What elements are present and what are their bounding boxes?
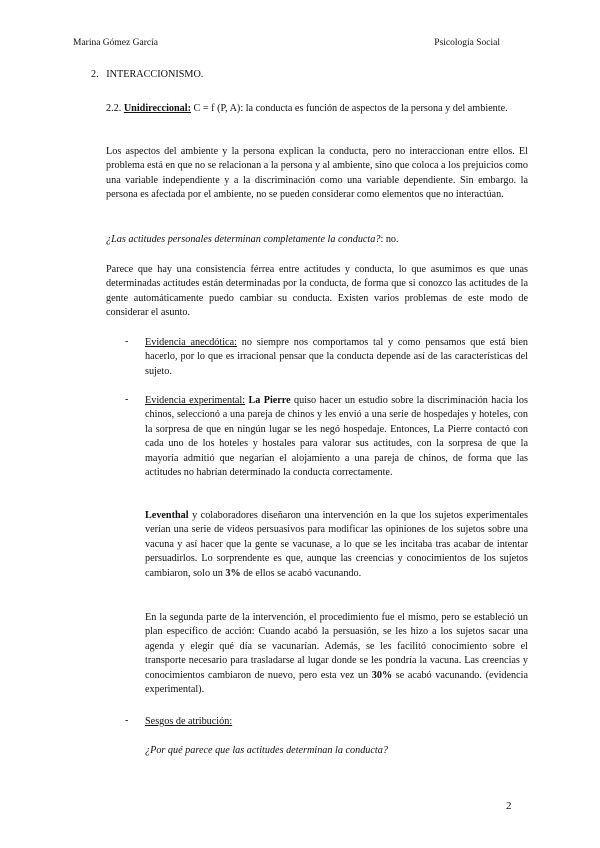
bullet-experimental	[145, 394, 528, 480]
subsection-title: Unidireccional:	[123, 103, 191, 114]
leventhal-text-2: de ellos se acabó vacunando.	[240, 567, 362, 579]
paragraph-1: Los aspectos del ambiente y la persona explican la conducta, pero no interaccionan entre ellos. El problema está en que no se relacionan a la persona y al ambiente, sino que coloca a los prejuicios como una variable independiente y a la discriminación como una variable dependiente. Sin embargo. la persona es afectada por el ambiente, no se pueden considerar como elementos que no interactúan.	[106, 146, 528, 201]
paragraph-second-part	[145, 611, 528, 697]
attribution-question-text: ¿Por qué parece que las actitudes determinan la conducta?	[145, 745, 388, 756]
experimental-text: quiso hacer un estudio sobre la discriminación hacia los chinos, seleccionó a una pareja de chinos y les envió a una serie de hospedajes y hoteles, con la sorpresa de que en ningún lugar se les negó hospedaje. Entonces, La Pierre contactó con cada uno de los hoteles y hostales para valorar sus actitudes, con la sorpresa de que la mayoría admitió que negarían el alojamiento a una pareja de chinos, de forma que las actitudes no habrían determinado la conducta correctamente.	[145, 395, 528, 479]
paragraph-leventhal	[145, 509, 528, 581]
bullet-anecdotal	[145, 336, 528, 379]
section-number: 2.	[91, 69, 99, 80]
leventhal-percent: 3%	[225, 567, 241, 579]
header-author: Marina Gómez García	[73, 38, 158, 48]
section-title: INTERACCIONISMO.	[106, 69, 204, 80]
question-1-answer: : no.	[380, 234, 399, 245]
anecdotal-label: Evidencia anecdótica:	[145, 337, 237, 348]
section-heading	[91, 68, 203, 82]
experimental-name: La Pierre	[248, 395, 291, 406]
second-part-percent: 30%	[371, 669, 393, 681]
subsection-rest: : la conducta es función de aspectos de la persona y del ambiente.	[240, 103, 508, 114]
bullet-dash: -	[125, 336, 129, 347]
page-number: 2	[506, 800, 512, 812]
question-1	[106, 233, 528, 247]
question-1-text: ¿Las actitudes personales determinan completamente la conducta?	[106, 234, 381, 245]
paragraph-2: Parece que hay una consistencia férrea entre actitudes y conducta, lo que asumimos es que unas determinadas actitudes están determinadas por la conducta, de forma que si conozco las actitudes de la gente automáticamente puedo cambiar su conducta. Existen varios problemas de este modo de considerar el asunto.	[106, 264, 528, 319]
anecdotal-text: no siempre nos comportamos tal y como pensamos que está bien hacerlo, por lo que es irracional pensar que la conducta depende así de las características del sujeto.	[145, 337, 528, 377]
leventhal-name: Leventhal	[145, 510, 189, 521]
attribution-label: Sesgos de atribución:	[145, 716, 233, 727]
second-part-text-2: se acabó vacunando. (evidencia experimental).	[145, 669, 528, 696]
attribution-question	[145, 744, 528, 758]
subsection-heading	[106, 102, 528, 116]
subsection-number: 2.2.	[106, 103, 122, 114]
subsection-formula: C = f (P, A)	[193, 103, 241, 114]
header-subject: Psicología Social	[434, 38, 500, 48]
bullet-dash: -	[125, 394, 129, 405]
bullet-attribution	[145, 715, 528, 729]
experimental-label: Evidencia experimental:	[145, 395, 246, 406]
leventhal-text-1: y colaboradores diseñaron una intervención en la que los sujetos experimentales verían una serie de videos persuasivos para modificar las opiniones de los sujetos sobre una vacuna y así hacer que la gente se vacunase, a lo que se les incitaba tras acabar de intentar persuadirlos. Lo sorprendente es que, aunque las creencias y conocimientos de los sujetos cambiaron, solo un	[145, 510, 528, 579]
bullet-dash: -	[125, 715, 129, 726]
second-part-text-1: En la segunda parte de la intervención, el procedimiento fue el mismo, pero se estableció un plan específico de acción: Cuando acabó la persuasión, se les hizo a los sujetos sacar una agenda y elegir qué día se vacunarían. Además, se les facilitó conocimiento sobre el transporte necesario para trasladarse al lugar donde se les pondría la vacuna. Las creencias y conocimientos cambiaron de nuevo, pero esta vez un	[145, 612, 528, 681]
